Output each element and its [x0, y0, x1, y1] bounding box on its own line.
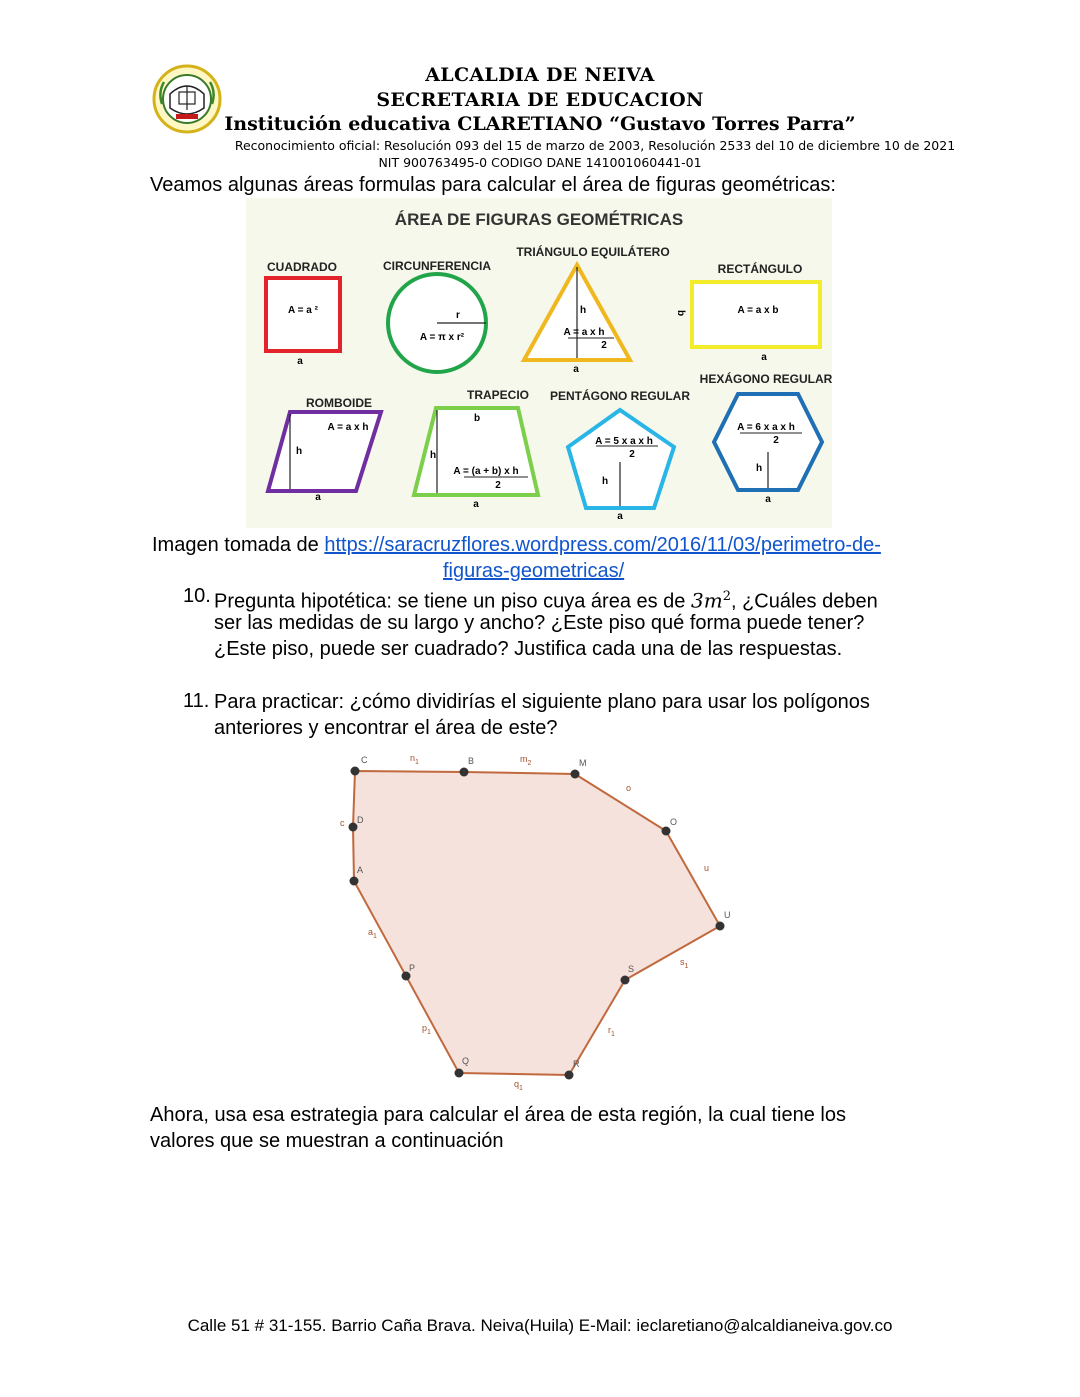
- label-romboide: ROMBOIDE: [306, 396, 372, 410]
- formula-triangulo-bottom: 2: [601, 340, 607, 351]
- plan-region: [353, 771, 720, 1075]
- side-label-o: o: [626, 783, 632, 793]
- side-a-trapecio: a: [473, 499, 479, 510]
- vertex-r: [565, 1071, 574, 1080]
- formula-triangulo-top: A = a x h: [563, 327, 605, 338]
- side-a-pentagono: a: [617, 511, 623, 522]
- q10-line2: ser las medidas de su largo y ancho? ¿Este piso qué forma puede tener?: [214, 612, 865, 634]
- vertex-label-q: Q: [462, 1056, 470, 1066]
- side-a-cuadrado: a: [297, 356, 303, 367]
- closing-line1: Ahora, usa esa estrategia para calcular el área de esta región, la cual tiene los: [150, 1104, 846, 1126]
- floor-plan-polygon: [330, 745, 750, 1095]
- label-cuadrado: CUADRADO: [267, 260, 337, 274]
- header-line1: ALCALDIA DE NEIVA: [425, 64, 655, 86]
- vertex-o: [662, 827, 671, 836]
- side-label-m2: $m_2$: [520, 754, 532, 767]
- formula-hexagono-bottom: 2: [773, 435, 779, 446]
- nit-text: NIT 900763495-0 CODIGO DANE 141001060441-01: [378, 155, 702, 170]
- source-link[interactable]: https://saracruzflores.wordpress.com/2016/11/03/perimetro-de-: [324, 534, 881, 556]
- q10-line1-b: , ¿Cuáles deben: [730, 590, 878, 613]
- q11-line1: Para practicar: ¿cómo dividirías el siguiente plano para usar los polígonos: [214, 691, 870, 713]
- side-label-s1: $s_1$: [680, 957, 689, 970]
- vertex-s: [621, 976, 630, 985]
- height-h-pentagono: h: [602, 476, 609, 487]
- height-h-hexagono: h: [756, 463, 763, 474]
- vertex-label-m: M: [579, 758, 587, 768]
- label-circunferencia: CIRCUNFERENCIA: [383, 259, 491, 273]
- vertex-a: [350, 877, 359, 886]
- intro-text: Veamos algunas áreas formulas para calcular el área de figuras geométricas:: [150, 174, 836, 196]
- formula-circunferencia: A = π x r²: [419, 332, 465, 343]
- q10-math: 3m: [690, 588, 723, 613]
- q11-number: 11.: [183, 690, 210, 712]
- formula-rectangulo: A = a x b: [737, 305, 779, 316]
- height-h-trapecio: h: [430, 450, 437, 461]
- q10-number: 10.: [183, 585, 211, 607]
- geometric-figures-image: [246, 198, 832, 528]
- vertex-label-p: P: [409, 963, 416, 973]
- height-h-romboide: h: [296, 446, 303, 457]
- institution-name: Institución educativa CLARETIANO “Gustavo Torres Parra”: [224, 113, 856, 135]
- formula-pentagono-bottom: 2: [629, 449, 635, 460]
- formula-pentagono-top: A = 5 x a x h: [595, 436, 653, 447]
- label-triangulo: TRIÁNGULO EQUILÁTERO: [516, 245, 670, 259]
- side-a-hexagono: a: [765, 494, 771, 505]
- vertex-b: [460, 768, 469, 777]
- figure-title: ÁREA DE FIGURAS GEOMÉTRICAS: [394, 210, 684, 229]
- vertex-label-r: R: [573, 1059, 580, 1069]
- vertex-m: [571, 770, 580, 779]
- formula-trapecio-bottom: 2: [495, 480, 501, 491]
- vertex-u: [716, 922, 725, 931]
- vertex-c: [351, 767, 360, 776]
- vertex-label-u: U: [724, 910, 731, 920]
- label-trapecio: TRAPECIO: [466, 388, 530, 402]
- formula-hexagono-top: A = 6 x a x h: [737, 422, 795, 433]
- formula-romboide: A = a x h: [327, 422, 369, 433]
- side-label-u: u: [704, 863, 710, 873]
- side-a-rectangulo: a: [761, 352, 767, 363]
- source-line1: [152, 532, 881, 558]
- q10-line3: ¿Este piso, puede ser cuadrado? Justifica cada una de las respuestas.: [214, 638, 843, 660]
- q11-line2: anteriores y encontrar el área de este?: [214, 717, 558, 739]
- recognition-text: Reconocimiento oficial: Resolución 093 del 15 de marzo de 2003, Resolución 2533 del 10 de diciembre 10 de 2021: [234, 138, 956, 153]
- header-line2: SECRETARIA DE EDUCACION: [376, 89, 704, 111]
- footer-address: Calle 51 # 31-155. Barrio Caña Brava. Neiva(Huila) E-Mail: ieclaretiano@alcaldianeiva.gov.co: [187, 1316, 893, 1335]
- vertex-label-b: B: [468, 756, 475, 766]
- q10-sup: 2: [722, 589, 731, 604]
- formula-cuadrado: A = a ²: [288, 305, 318, 316]
- radius-r: r: [456, 310, 460, 321]
- label-hexagono: HEXÁGONO REGULAR: [699, 372, 832, 386]
- vertex-label-s: S: [628, 964, 635, 974]
- source-link-continued[interactable]: figuras-geometricas/: [443, 560, 625, 582]
- side-label-q1: $q_1$: [514, 1079, 523, 1092]
- q10-line1-a: Pregunta hipotética: se tiene un piso cuya área es de: [214, 590, 691, 613]
- label-pentagono: PENTÁGONO REGULAR: [549, 389, 691, 403]
- label-rectangulo: RECTÁNGULO: [717, 262, 803, 276]
- side-a-triangulo: a: [573, 364, 579, 375]
- side-label-n1: $n_1$: [410, 753, 419, 766]
- source-prefix: Imagen tomada de: [152, 534, 325, 556]
- formula-trapecio-top: A = (a + b) x h: [453, 466, 519, 477]
- side-label-p1: $p_1$: [422, 1023, 431, 1036]
- side-label-a1: $a_1$: [368, 927, 377, 940]
- side-b-rectangulo: b: [675, 309, 686, 317]
- vertex-label-d: D: [357, 815, 364, 825]
- side-a-romboide: a: [315, 492, 321, 503]
- vertex-label-a: A: [357, 865, 364, 875]
- height-h-triangulo: h: [580, 305, 587, 316]
- closing-line2: valores que se muestran a continuación: [150, 1130, 504, 1152]
- vertex-label-o: O: [670, 817, 678, 827]
- side-b-trapecio: b: [473, 413, 481, 424]
- vertex-q: [455, 1069, 464, 1078]
- side-label-c: c: [340, 818, 345, 828]
- side-label-r1: $r_1$: [608, 1025, 615, 1038]
- vertex-label-c: C: [361, 755, 368, 765]
